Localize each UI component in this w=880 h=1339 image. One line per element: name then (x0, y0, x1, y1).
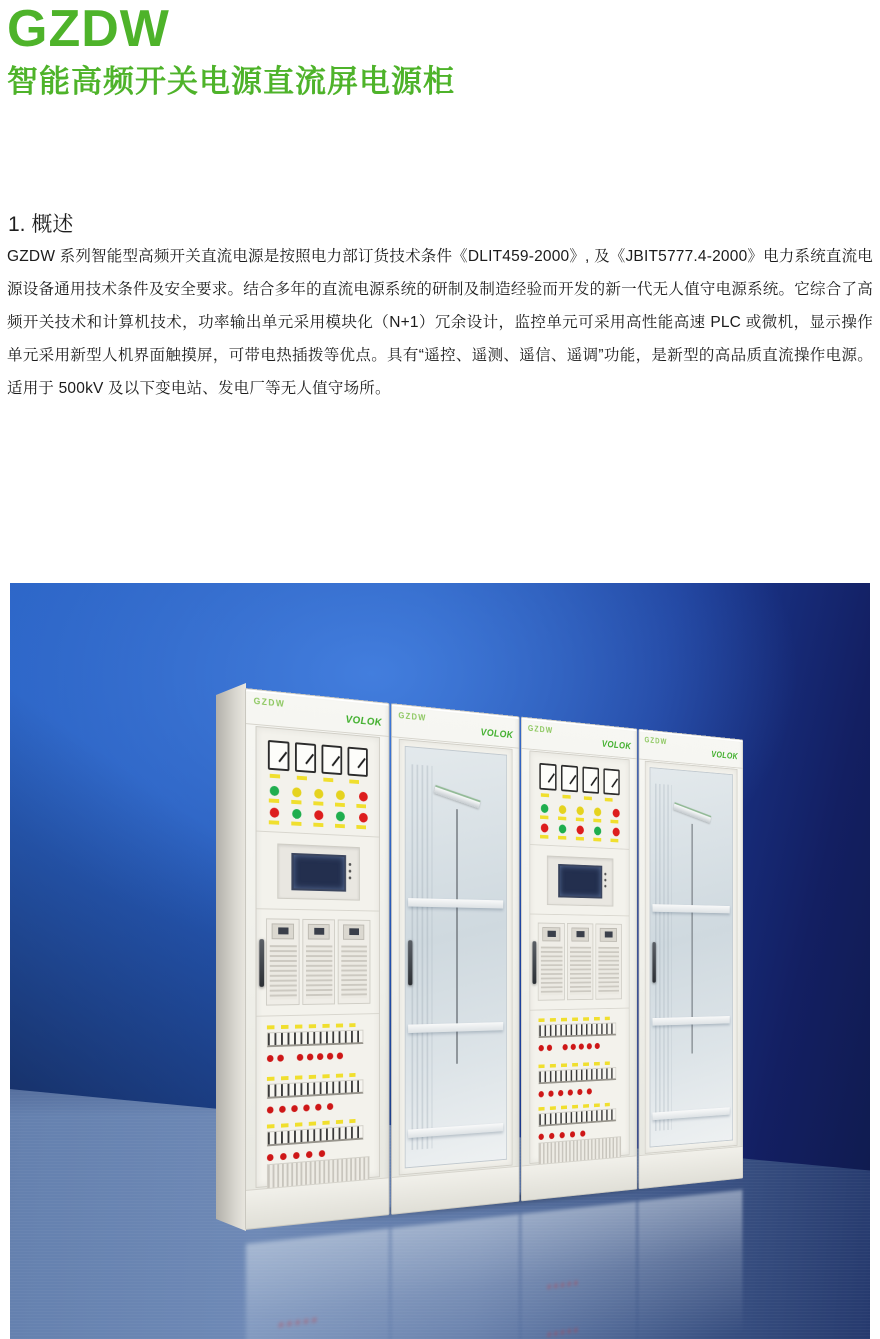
cable-coil (445, 1052, 465, 1080)
module-vent (306, 945, 332, 999)
cabinet-1-control (245, 688, 389, 1230)
door-handle (408, 940, 412, 985)
lamp-label-tags (269, 798, 369, 808)
breaker-section (538, 1016, 621, 1051)
breaker-section (267, 1023, 370, 1062)
shelf (653, 1016, 730, 1026)
glass-pane (404, 746, 507, 1169)
cable-coil (682, 1043, 698, 1069)
panel-divider (530, 914, 628, 917)
reflection-dots (279, 1323, 283, 1327)
section-paragraph: GZDW 系列智能型高频开关直流电源是按照电力部订货技术条件《DLIT459-2000》, 及《JBIT5777.4-2000》电力系统直流电源设备通用技术条件及安全要求。结合多年的直流电源系统的研制及制造经验而开发的新一代无人值守电源系统。它综合了高频开关技术和计算机技术，功率输出单元采用模块化（N+1）冗余设计，监控单元可采用高性能高速 PLC 或微机，显示操作单元采用新型人机界面触摸屏，可带电热插拨等优点。具有“遥控、遥测、遥信、遥调”功能，是新型的高品质直流操作电源。适用于 500kV 及以下变电站、发电厂等无人值守场所。 (7, 248, 873, 397)
analog-meter (322, 744, 343, 775)
breaker-row (538, 1023, 616, 1039)
cable-coil (447, 932, 466, 960)
breaker-label-tags (267, 1023, 356, 1029)
reflection-dots (547, 1333, 550, 1337)
page-subtitle: 智能高频开关电源直流屏电源柜 (7, 64, 455, 99)
interior-vent (655, 784, 672, 1132)
reflection-cabinet (638, 1190, 743, 1339)
product-photo (10, 583, 870, 1339)
panel-divider (256, 1013, 378, 1017)
touch-screen (558, 864, 601, 899)
module-display (572, 927, 590, 941)
analog-meter (561, 765, 578, 793)
rectifier-module (538, 923, 565, 1001)
breaker-row (267, 1125, 363, 1146)
page-title: GZDW (7, 0, 170, 58)
cabinet-brand-logo: VOLOK (345, 713, 383, 729)
module-vent (598, 947, 619, 995)
indicator-lamp-row (541, 804, 549, 813)
shelf (408, 1022, 503, 1033)
module-vent (541, 947, 563, 996)
module-vent (341, 946, 366, 999)
indicator-dot-row (267, 1055, 274, 1062)
breaker-section (267, 1072, 370, 1113)
glass-door (398, 739, 512, 1176)
panel-divider (530, 1008, 628, 1011)
analog-meter (295, 742, 316, 773)
interior-vent (411, 764, 432, 1150)
meter-row (539, 763, 620, 794)
door-handle (259, 939, 264, 987)
panel-divider (530, 844, 628, 850)
touch-screen (292, 853, 346, 892)
rectifier-modules (266, 918, 370, 1005)
indicator-dot-row (538, 1045, 543, 1051)
reflection-cabinet (521, 1201, 637, 1339)
indicator-dot-row (267, 1154, 274, 1161)
cabinet-brand-logo: VOLOK (711, 749, 739, 762)
cabinet-model-label: GZDW (398, 710, 427, 723)
cabinet-model-label: GZDW (527, 723, 554, 735)
cabinet-brand-logo: VOLOK (480, 726, 514, 741)
shelf (653, 904, 730, 913)
module-display (272, 923, 294, 939)
door-handle (532, 941, 536, 984)
lamp-label-tags (540, 815, 620, 823)
rectifier-module (596, 923, 622, 999)
monitor-panel (546, 855, 613, 906)
module-display (343, 924, 364, 940)
breaker-section (267, 1118, 370, 1161)
breaker-label-tags (538, 1017, 609, 1022)
indicator-lamp-row (270, 786, 279, 796)
cabinet-model-label: GZDW (253, 695, 286, 709)
indicator-dot-row (267, 1106, 274, 1113)
glass-door (644, 761, 737, 1154)
rectifier-module (302, 919, 335, 1005)
cabinet-scene (245, 688, 743, 1230)
reflection-cabinet (391, 1214, 519, 1339)
rectifier-module (338, 919, 370, 1004)
indicator-lamp-row (270, 807, 279, 817)
cabinet-row (245, 688, 743, 1230)
indicator-lamp-row (541, 823, 549, 832)
cabinet-2-glass (391, 703, 520, 1215)
breaker-section (538, 1102, 621, 1140)
module-vent (270, 945, 297, 999)
breaker-row (538, 1067, 616, 1084)
cabinet-model-label: GZDW (644, 735, 668, 747)
cabinet-4-glass (638, 729, 743, 1190)
breaker-row (267, 1030, 363, 1048)
module-vent (570, 947, 591, 995)
panel-divider (256, 908, 378, 911)
module-display (600, 928, 617, 942)
indicator-dot-row (538, 1134, 543, 1141)
lamp-label-tags (540, 835, 620, 843)
meter-row (268, 740, 368, 775)
analog-meter (583, 767, 600, 794)
module-display (308, 924, 330, 940)
cabinet-door (256, 726, 380, 1188)
breaker-section (538, 1061, 621, 1098)
door-handle (652, 942, 655, 983)
cabinet-door (529, 750, 629, 1164)
breaker-row (538, 1108, 616, 1126)
glass-pane (649, 767, 733, 1147)
cabinet-brand-logo: VOLOK (601, 738, 632, 752)
monitor-panel (277, 843, 360, 900)
panel-divider (256, 831, 378, 838)
cabinet-side-panel (216, 683, 246, 1231)
lamp-label-tags (269, 820, 369, 829)
cabinet-3-control (521, 717, 637, 1202)
interior-bracket (434, 785, 481, 809)
reflection-cabinet (246, 1228, 389, 1339)
analog-meter (539, 763, 556, 791)
rectifier-modules (538, 923, 622, 1001)
rectifier-module (266, 918, 300, 1005)
rectifier-module (567, 923, 594, 1000)
section-heading: 1. 概述 (8, 213, 74, 236)
cable-coil (684, 935, 700, 960)
breaker-row (267, 1079, 363, 1099)
module-display (542, 927, 560, 941)
analog-meter (604, 768, 620, 795)
analog-meter (268, 740, 290, 771)
reflection-dots (547, 1285, 550, 1289)
indicator-dot-row (538, 1091, 543, 1098)
analog-meter (348, 747, 368, 777)
interior-bracket (674, 802, 712, 823)
